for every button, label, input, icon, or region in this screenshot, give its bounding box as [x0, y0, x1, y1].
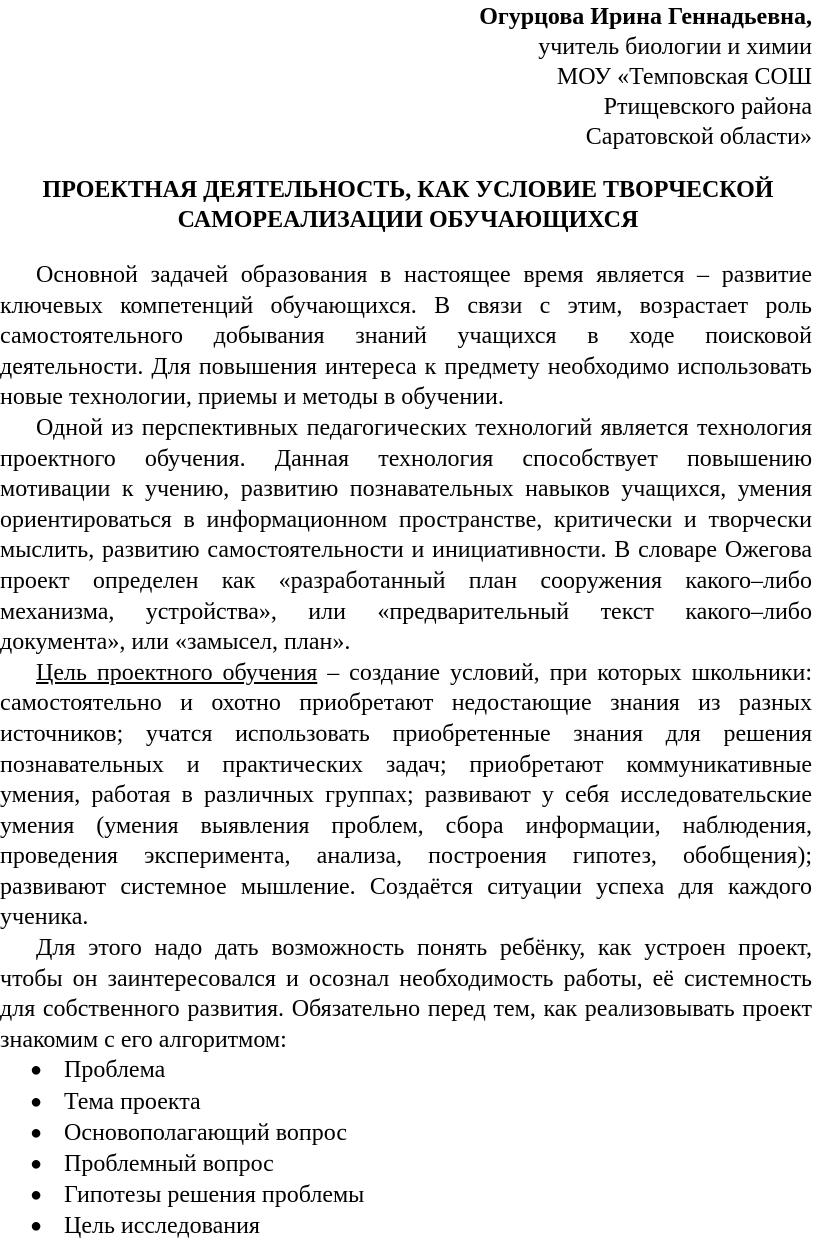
author-position: учитель биологии и химии [538, 34, 812, 60]
list-item-label: Основополагающий вопрос [64, 1119, 348, 1146]
author-district: Ртищевского района [603, 94, 812, 120]
list-item [0, 1149, 812, 1180]
list-item-label: Проблемный вопрос [64, 1151, 274, 1178]
paragraph-algorithm-intro: Для этого надо дать возможность понять ребёнку, как устроен проект, чтобы он заинтересовался и осознал необходимость работы, её системность для собственного развития. Обязательно перед тем, как реализовывать проект знакомим с его алгоритмом: [0, 935, 812, 1053]
title-line-1: ПРОЕКТНАЯ ДЕЯТЕЛЬНОСТЬ, КАК УСЛОВИЕ ТВОРЧЕСКОЙ [42, 177, 774, 203]
bullet-icon: ● [30, 1090, 43, 1113]
list-item [0, 1180, 812, 1211]
title-line-2: САМОРЕАЛИЗАЦИИ ОБУЧАЮЩИХСЯ [177, 207, 639, 233]
list-item [0, 1055, 812, 1086]
list-item-label: Тема проекта [64, 1088, 201, 1115]
document-title [0, 175, 816, 235]
project-goal-term: Цель проектного обучения [36, 659, 318, 686]
list-item [0, 1087, 812, 1118]
list-item [0, 1118, 812, 1149]
list-item-label: Проблема [64, 1057, 166, 1084]
bullet-icon: ● [30, 1059, 43, 1082]
author-name: Огурцова Ирина Геннадьевна, [479, 4, 812, 30]
bullet-icon: ● [30, 1121, 43, 1144]
author-school: МОУ «Темповская СОШ [556, 64, 812, 90]
paragraph-intro: Основной задачей образования в настоящее время является – развитие ключевых компетенций обучающихся. В связи с этим, возрастает роль самостоятельного добывания знаний учащихся в ходе поисковой деятельности. Для повышения интереса к предмету необходимо использовать новые технологии, приемы и методы в обучении. [0, 262, 812, 411]
paragraph-project-technology: Одной из перспективных педагогических технологий является технология проектного обучения. Данная технология способствует повышению мотивации к учению, развитию познавательных навыков учащихся, умения ориентироваться в информационном пространстве, критически и творчески мыслить, развитию самостоятельности и инициативности. В словаре Ожегова проект определен как «разработанный план сооружения какого–либо механизма, устройства», или «предварительный текст какого–либо документа», или «замысел, план». [0, 414, 812, 656]
author-block [479, 2, 812, 152]
bullet-icon: ● [30, 1215, 43, 1238]
algorithm-list [0, 1055, 812, 1242]
bullet-icon: ● [30, 1184, 43, 1207]
list-item [0, 1211, 812, 1242]
paragraph-project-goal [0, 658, 812, 933]
document-body [0, 260, 812, 1243]
bullet-icon: ● [30, 1153, 43, 1176]
author-region: Саратовской области» [585, 124, 812, 150]
list-item-label: Цель исследования [64, 1213, 260, 1240]
list-item-label: Гипотезы решения проблемы [64, 1182, 365, 1209]
project-goal-text: – создание условий, при которых школьники: самостоятельно и охотно приобретают недостающие знания из разных источников; учатся использовать приобретенные знания для решения познавательных и практических задач; приобретают коммуникативные умения, работая в различных группах; развивают у себя исследовательские умения (умения выявления проблем, сбора информации, наблюдения, проведения эксперимента, анализа, построения гипотез, обобщения); развивают системное мышление. Создаётся ситуации успеха для каждого ученика. [0, 659, 812, 931]
